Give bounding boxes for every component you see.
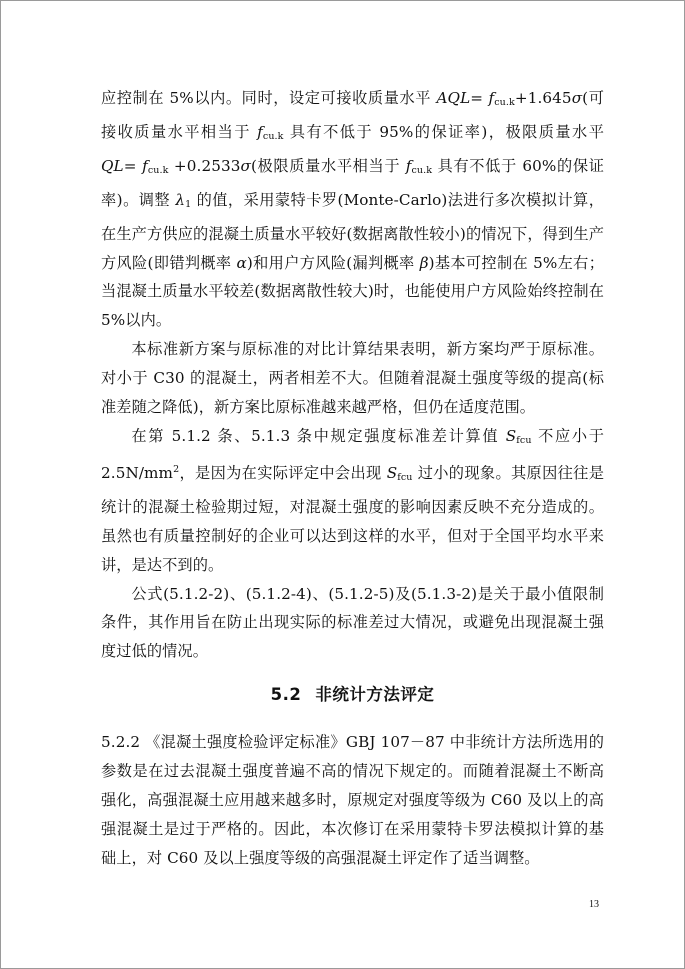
- paragraph-2: 本标准新方案与原标准的对比计算结果表明，新方案均严于原标准。对小于 C30 的混凝土，两者相差不大。但随着混凝土强度等级的提高(标准差随之降低)，新方案比原标准越来越严格，但仍在适度范围。: [101, 340, 604, 417]
- aql-symbol: AQL: [436, 89, 471, 107]
- paragraph-1: 应控制在 5%以内。同时，设定可接收质量水平 $AQL= f_{cu.k}+1.645\sigma$(可接收质量水平相当于 $f_{cu.k}$ 具有不低于 95%的保证率)，极限质量水平 $QL= f_{cu.k} +0.2533\sigma$(极限质量水平相当于 $f_{cu.k}$ 具有不低于 60%的保证率)。调整 $\lambda_1$ 的值，采用蒙特卡罗(Monte-Carlo)法进行多次模拟计算，在生产方供应的混凝土质量水平较好(数据离散性较小)的情况下，得到生产方风险(即错判概率 α)和用户方风险(漏判概率 β)基本可控制在 5%左右；当混凝土质量水平较差(数据离散性较大)时，也能使用户方风险始终控制在 5%以内。: [101, 89, 604, 330]
- paragraph-4: 公式(5.1.2-2)、(5.1.2-4)、(5.1.2-5)及(5.1.3-2)是关于最小值限制条件，其作用旨在防止出现实际的标准差过大情况，或避免出现混凝土强度过低的情况。: [101, 584, 604, 661]
- page-content: [101, 84, 604, 873]
- ql-symbol: QL: [101, 156, 124, 175]
- section-number: 5.2: [270, 685, 302, 705]
- section-heading: [101, 680, 604, 710]
- page-number: 13: [589, 899, 599, 910]
- paragraph-3: 在第 5.1.2 条、5.1.3 条中规定强度标准差计算值 $S_{fcu}$ 不应小于 $2.5N/mm^2$，是因为在实际评定中会出现 $S_{fcu}$ 过小的现象。其原因往往是统计的混凝土检验期过短，对混凝土强度的影响因素反映不充分造成的。虽然也有质量控制好的企业可以达到这样的水平，但对于全国平均水平来讲，是达不到的。: [101, 426, 604, 574]
- paragraph-5: 5.2.2 《混凝土强度检验评定标准》GBJ 107－87 中非统计方法所选用的参数是在过去混凝土强度普遍不高的情况下规定的。而随着混凝土不断高强化，高强混凝土应用越来越多时，原规定对强度等级为 C60 及以上的高强混凝土是过于严格的。因此，本次修订在采用蒙特卡罗法模拟计算的基础上，对 C60 及以上强度等级的高强混凝土评定作了适当调整。: [101, 733, 604, 867]
- section-title: 非统计方法评定: [315, 685, 435, 705]
